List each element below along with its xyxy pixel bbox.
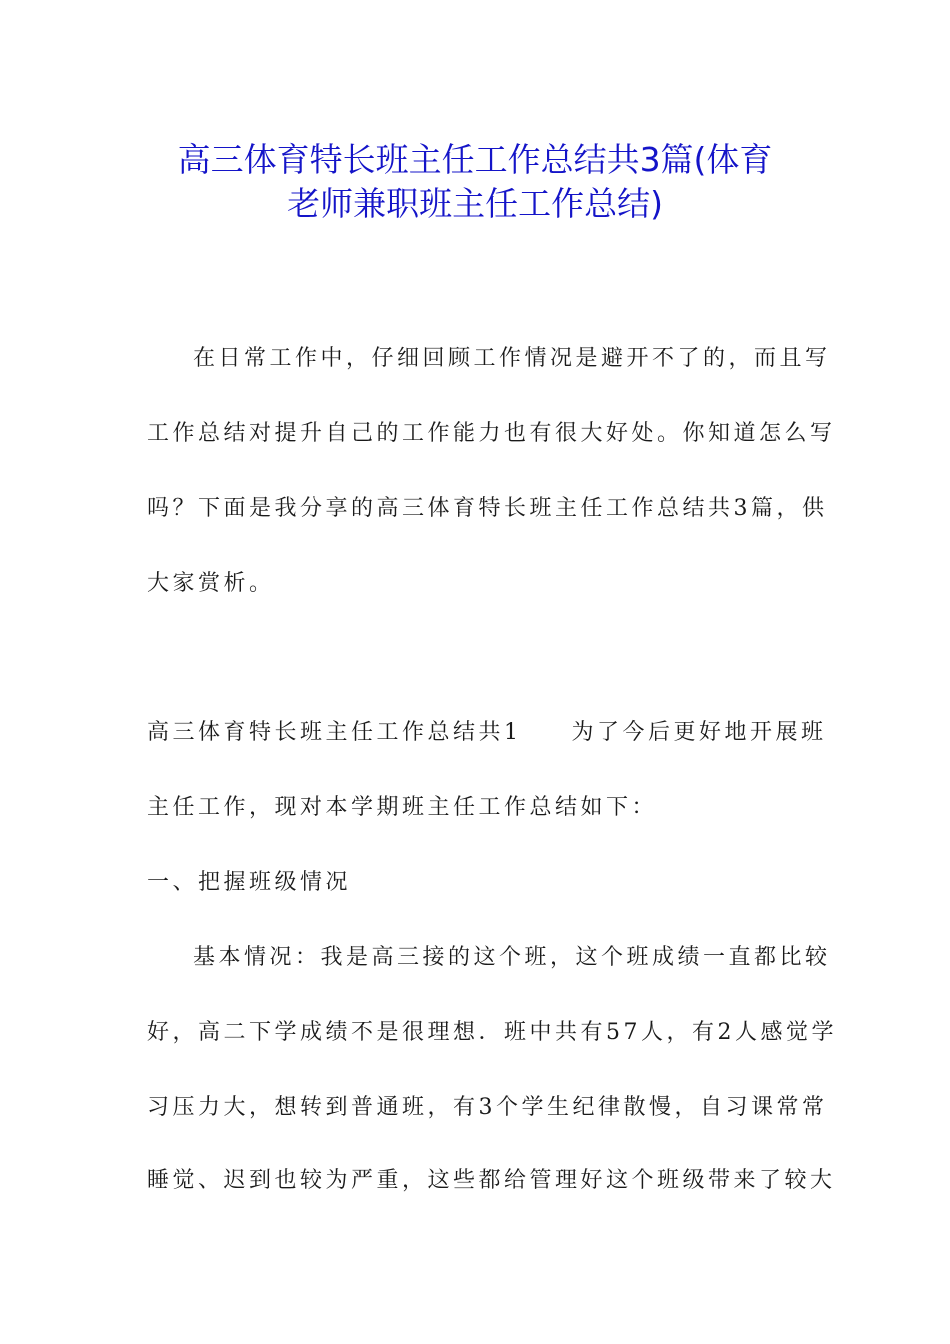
intro-line-3: 吗？下面是我分享的高三体育特长班主任工作总结共3篇，供: [147, 496, 828, 521]
intro-line-4: 大家赏析。: [147, 571, 275, 596]
body-line-2: 好，高二下学成绩不是很理想．班中共有57人，有2人感觉学: [147, 1020, 837, 1045]
intro-line-1: 在日常工作中，仔细回顾工作情况是避开不了的，而且写: [193, 346, 831, 371]
section-heading-continuation: 为了今后更好地开展班: [571, 720, 827, 745]
section-heading: 高三体育特长班主任工作总结共1: [147, 720, 522, 745]
body-line-4: 睡觉、迟到也较为严重，这些都给管理好这个班级带来了较大: [147, 1168, 836, 1193]
intro-line-2: 工作总结对提升自己的工作能力也有很大好处。你知道怎么写: [147, 421, 836, 446]
document-title-line-2: 老师兼职班主任工作总结): [287, 184, 663, 223]
section-line-2: 主任工作，现对本学期班主任工作总结如下：: [147, 795, 658, 820]
subheading: 一、把握班级情况: [147, 870, 352, 895]
section-heading-line: [147, 718, 827, 748]
body-line-3: 习压力大，想转到普通班，有3个学生纪律散慢，自习课常常: [147, 1095, 828, 1120]
body-line-1: 基本情况：我是高三接的这个班，这个班成绩一直都比较: [193, 945, 831, 970]
document-title-line-1: 高三体育特长班主任工作总结共3篇(体育: [177, 140, 773, 179]
